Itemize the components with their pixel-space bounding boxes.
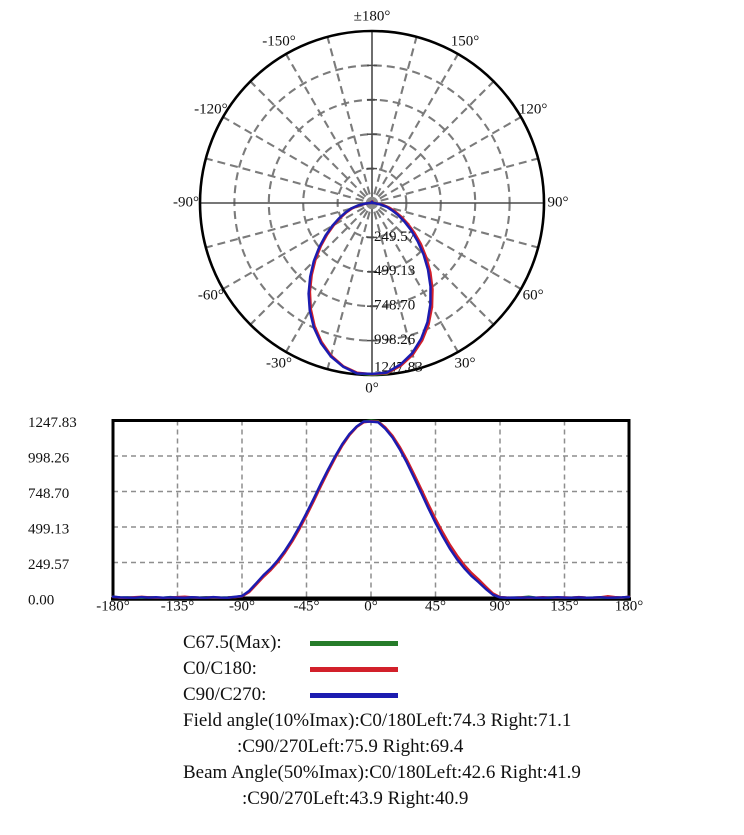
cartesian-x-label: -135° — [160, 598, 195, 615]
legend-label-c675: C67.5(Max): — [183, 632, 282, 653]
polar-radial-label: 1247.83 — [374, 359, 423, 376]
polar-angle-label: 90° — [547, 194, 569, 211]
field-angle-c90-line: :C90/270Left:75.9 Right:69.4 — [237, 736, 464, 757]
beam-angle-c90-line: :C90/270Left:43.9 Right:40.9 — [242, 788, 469, 809]
polar-angle-label: -60° — [197, 287, 224, 304]
cartesian-x-label: -90° — [229, 598, 255, 615]
polar-angle-label: ±180° — [353, 8, 391, 25]
cartesian-plot-border — [113, 421, 629, 599]
polar-radial-label: 249.57 — [374, 228, 416, 245]
cartesian-y-label: 0.00 — [28, 592, 55, 609]
legend-item-c90c270 — [0, 682, 744, 708]
cartesian-y-label: 998.26 — [28, 450, 70, 467]
legend-swatch-c0c180 — [310, 667, 398, 672]
polar-grid-radial-line — [327, 212, 369, 369]
cartesian-x-label: 0° — [364, 598, 378, 615]
cartesian-curve-c675 — [113, 421, 629, 598]
legend-swatch-c90c270 — [310, 693, 398, 698]
legend-label-c0c180: C0/C180: — [183, 658, 257, 679]
cartesian-x-label: 135° — [550, 598, 579, 615]
polar-angle-label: -90° — [173, 194, 199, 211]
cartesian-x-label: 180° — [614, 598, 644, 615]
cartesian-y-label: 499.13 — [28, 521, 70, 538]
legend-item-c0c180 — [0, 656, 744, 682]
cartesian-y-label: 249.57 — [28, 556, 70, 573]
legend-item-c675 — [0, 630, 744, 656]
polar-grid-radial-line — [206, 158, 363, 200]
legend-label-c90c270: C90/C270: — [183, 684, 267, 705]
polar-angle-label: -150° — [262, 33, 296, 50]
beam-angle-c0-line: Beam Angle(50%Imax):C0/180Left:42.6 Right:41.9 — [183, 762, 581, 783]
polar-angle-label: -120° — [194, 101, 228, 118]
polar-angle-label: 60° — [522, 287, 544, 304]
cartesian-x-label: 45° — [425, 598, 446, 615]
polar-radial-label: 748.70 — [374, 297, 416, 314]
field-angle-c0-line: Field angle(10%Imax):C0/180Left:74.3 Right:71.1 — [183, 710, 572, 731]
polar-grid-radial-line — [381, 158, 538, 200]
polar-grid-radial-line — [223, 208, 364, 290]
polar-grid-radial-line — [374, 37, 416, 194]
polar-grid-radial-line — [327, 37, 369, 194]
polar-angle-label: -30° — [266, 355, 292, 372]
polar-angle-label: 30° — [454, 355, 476, 372]
cartesian-x-label: 90° — [489, 598, 511, 615]
polar-radial-label: 499.13 — [374, 263, 416, 280]
polar-angle-label: 150° — [450, 33, 480, 50]
polar-radial-label: 998.26 — [374, 332, 416, 349]
cartesian-y-label: 748.70 — [28, 485, 70, 502]
cartesian-y-label: 1247.83 — [28, 414, 77, 431]
cartesian-x-label: -180° — [96, 598, 130, 615]
polar-angle-label: 120° — [518, 101, 548, 118]
polar-grid-radial-line — [223, 117, 364, 199]
cartesian-x-label: -45° — [293, 598, 320, 615]
polar-angle-label: 0° — [365, 380, 379, 397]
polar-grid-radial-line — [377, 54, 459, 195]
legend-swatch-c675 — [310, 641, 398, 646]
